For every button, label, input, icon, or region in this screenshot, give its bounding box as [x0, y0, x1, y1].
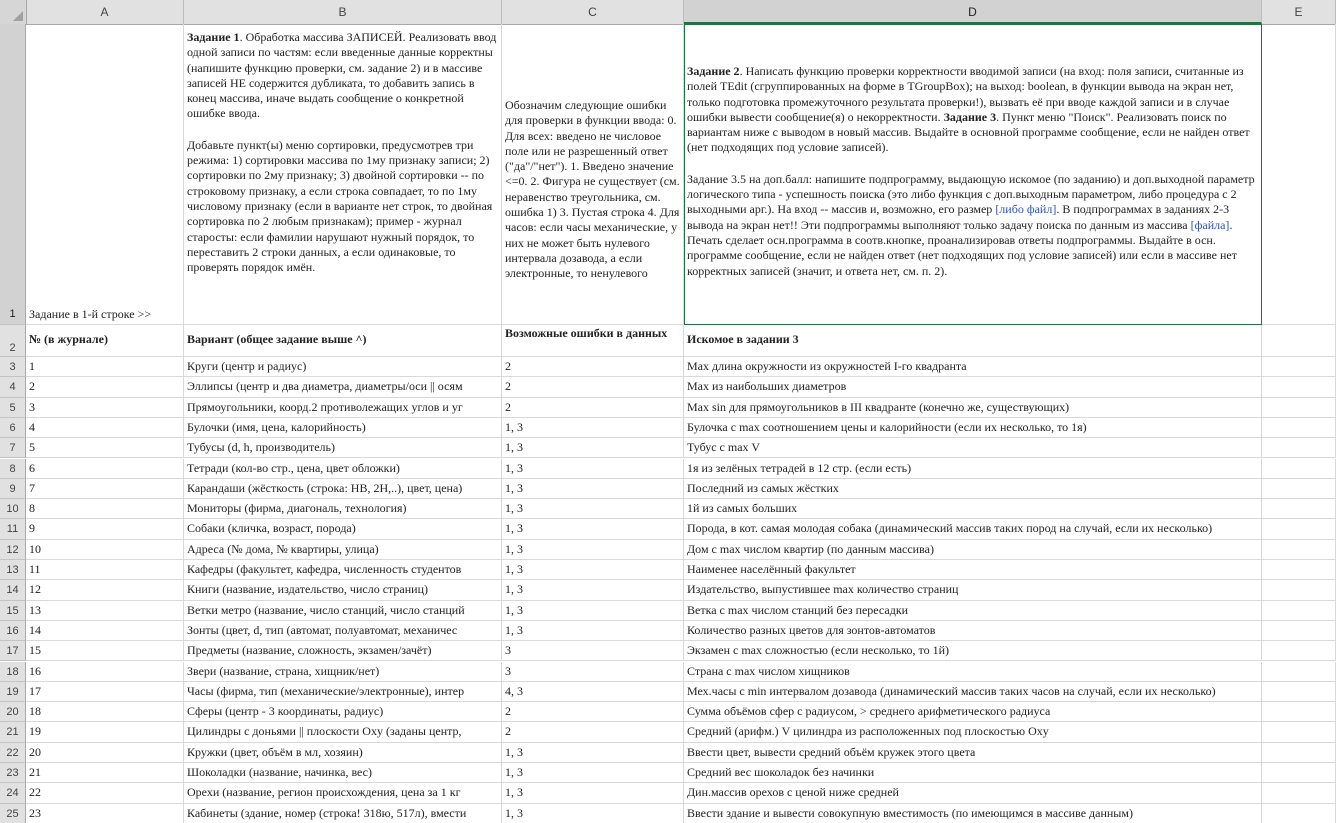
- cell-e[interactable]: [1262, 601, 1336, 621]
- row-header-1[interactable]: 1: [0, 24, 26, 325]
- cell-b[interactable]: Мониторы (фирма, диагональ, технология): [184, 499, 502, 519]
- cell-a[interactable]: 5: [26, 438, 184, 458]
- cell-e[interactable]: [1262, 418, 1336, 438]
- cell-e[interactable]: [1262, 763, 1336, 783]
- cell-c[interactable]: 1, 3: [502, 499, 684, 519]
- cell-d[interactable]: Дин.массив орехов с ценой ниже средней: [684, 783, 1262, 803]
- row-header[interactable]: 18: [0, 662, 26, 682]
- cell-e[interactable]: [1262, 519, 1336, 539]
- row-header[interactable]: 13: [0, 560, 26, 580]
- cell-b[interactable]: Эллипсы (центр и два диаметра, диаметры/оси || осям: [184, 377, 502, 397]
- cell-c[interactable]: 2: [502, 377, 684, 397]
- cell-c[interactable]: 3: [502, 662, 684, 682]
- cell-a[interactable]: 14: [26, 621, 184, 641]
- task35-part2: . В подпрограммах в заданиях 2-3 вывода на экран нет!! Эти подпрограммы выполняют только задачу поиска по данным из массива: [687, 202, 1230, 232]
- cell-b[interactable]: Орехи (название, регион происхождения, цена за 1 кг: [184, 783, 502, 803]
- cell-d[interactable]: Порода, в кот. самая молодая собака (динамический массив таких пород на случай, если их несколько): [684, 519, 1262, 539]
- row1-label: Задание в 1-й строке >>: [29, 307, 152, 321]
- cell-c[interactable]: 1, 3: [502, 479, 684, 499]
- cell-a[interactable]: 9: [26, 519, 184, 539]
- cell-e[interactable]: [1262, 580, 1336, 600]
- cell-e[interactable]: [1262, 540, 1336, 560]
- cell-b[interactable]: Часы (фирма, тип (механические/электронные), интер: [184, 682, 502, 702]
- cell-c[interactable]: 1, 3: [502, 763, 684, 783]
- task2-text: [687, 64, 1258, 156]
- cell-d1[interactable]: [684, 24, 1262, 325]
- row-header[interactable]: 7: [0, 438, 26, 458]
- cell-b2[interactable]: Вариант (общее задание выше ^): [184, 325, 502, 357]
- cell-a[interactable]: 1: [26, 357, 184, 377]
- cell-e[interactable]: [1262, 641, 1336, 661]
- cell-c1[interactable]: [502, 24, 684, 325]
- row-header[interactable]: 10: [0, 499, 26, 519]
- errors-text: Обозначим следующие ошибки для проверки в функции ввода: 0. Для всех: введено не числовое поле или не разрешенный ответ ("да"/"нет"). 1. Введено значение <=0. 2. Фигура не существует (см. неравенство треугольника, см. ошибка 1) 3. Пустая строка 4. Для часов: если часы механические, у них не может быть нулевого интервала дозавода, а если электронные, то ненулевого: [505, 98, 680, 281]
- cell-b[interactable]: Тетради (кол-во стр., цена, цвет обложки): [184, 459, 502, 479]
- row-header-2[interactable]: 2: [0, 325, 26, 357]
- cell-a[interactable]: 20: [26, 743, 184, 763]
- cell-d[interactable]: Ввести цвет, вывести средний объём кружек этого цвета: [684, 743, 1262, 763]
- cell-b[interactable]: Зонты (цвет, d, тип (автомат, полуавтомат, механичес: [184, 621, 502, 641]
- cell-e[interactable]: [1262, 438, 1336, 458]
- row-header[interactable]: 21: [0, 722, 26, 742]
- cell-a[interactable]: 8: [26, 499, 184, 519]
- task1-body: . Обработка массива ЗАПИСЕЙ. Реализовать ввод одной записи по частям: если введенные данные корректны (напишите функцию проверки, см. задание 2) и в массиве записей НЕ содержится дубликата, то добавить запись в конец массива, иначе выдать сообщение о конкретной ошибке ввода.: [187, 30, 497, 121]
- cell-c[interactable]: 3: [502, 641, 684, 661]
- cell-a1[interactable]: [26, 24, 184, 325]
- cell-c[interactable]: 2: [502, 702, 684, 722]
- cell-b[interactable]: Адреса (№ дома, № квартиры, улица): [184, 540, 502, 560]
- row-header[interactable]: 15: [0, 601, 26, 621]
- cell-c[interactable]: 1, 3: [502, 621, 684, 641]
- cell-c[interactable]: 2: [502, 357, 684, 377]
- cell-e[interactable]: [1262, 662, 1336, 682]
- cell-d[interactable]: Max sin для прямоугольников в III квадранте (конечно же, существующих): [684, 398, 1262, 418]
- cell-c[interactable]: 1, 3: [502, 580, 684, 600]
- cell-e[interactable]: [1262, 560, 1336, 580]
- cell-c2[interactable]: Возможные ошибки в данных: [502, 325, 684, 357]
- cell-e[interactable]: [1262, 621, 1336, 641]
- cell-d[interactable]: Количество разных цветов для зонтов-автоматов: [684, 621, 1262, 641]
- row-header[interactable]: 20: [0, 702, 26, 722]
- cell-d[interactable]: Дом с max числом квартир (по данным массива): [684, 540, 1262, 560]
- cell-d[interactable]: Ветка с max числом станций без пересадки: [684, 601, 1262, 621]
- cell-a[interactable]: 22: [26, 783, 184, 803]
- cell-e[interactable]: [1262, 499, 1336, 519]
- cell-c[interactable]: 1, 3: [502, 601, 684, 621]
- row-header[interactable]: 3: [0, 357, 26, 377]
- cell-d[interactable]: Издательство, выпустившее max количество страниц: [684, 580, 1262, 600]
- task35-text: [687, 172, 1258, 279]
- cell-d[interactable]: 1й из самых больших: [684, 499, 1262, 519]
- cell-b1[interactable]: [184, 24, 502, 325]
- cell-b[interactable]: Собаки (кличка, возраст, порода): [184, 519, 502, 539]
- cell-b[interactable]: Звери (название, страна, хищник/нет): [184, 662, 502, 682]
- cell-e[interactable]: [1262, 743, 1336, 763]
- cell-a[interactable]: 13: [26, 601, 184, 621]
- task3-body: . Пункт меню "Поиск". Реализовать поиск по вариантам ниже с выводом в новый массив. Выдайте в основной программе сообщение, если не найден ответ (нет подходящих под условие записей).: [687, 109, 1250, 155]
- task3-title: Задание 3: [943, 109, 997, 124]
- select-all-corner[interactable]: [0, 0, 27, 24]
- cell-c[interactable]: 1, 3: [502, 519, 684, 539]
- cell-a[interactable]: 19: [26, 722, 184, 742]
- cell-c[interactable]: 1, 3: [502, 804, 684, 823]
- cell-c[interactable]: 2: [502, 398, 684, 418]
- cell-e[interactable]: [1262, 398, 1336, 418]
- task35-link-file2: [файла]: [1190, 217, 1230, 232]
- task2-title: Задание 2: [687, 64, 740, 78]
- cell-e[interactable]: [1262, 804, 1336, 823]
- cell-b[interactable]: Ветки метро (название, число станций, число станций: [184, 601, 502, 621]
- cell-b[interactable]: Предметы (название, сложность, экзамен/зачёт): [184, 641, 502, 661]
- cell-b[interactable]: Тубусы (d, h, производитель): [184, 438, 502, 458]
- cell-e[interactable]: [1262, 377, 1336, 397]
- row-header[interactable]: 22: [0, 743, 26, 763]
- cell-e2[interactable]: [1262, 325, 1336, 357]
- task35-part3: . Печать сделает осн.программа в соотв.кнопке, проанализировав ответы подпрограммы. Выдайте в осн. программе сообщение, если не найден ответ (нет подходящих под условие записей) или если в массиве нет корректных записей (значит, и ответа нет, см. п. 2).: [687, 217, 1237, 278]
- cell-c[interactable]: 4, 3: [502, 682, 684, 702]
- cell-c[interactable]: 1, 3: [502, 783, 684, 803]
- cell-a[interactable]: 11: [26, 560, 184, 580]
- cell-a[interactable]: 18: [26, 702, 184, 722]
- column-header-e[interactable]: E: [1262, 0, 1336, 24]
- cell-a[interactable]: 12: [26, 580, 184, 600]
- cell-e1[interactable]: [1262, 24, 1336, 325]
- cell-e[interactable]: [1262, 357, 1336, 377]
- cell-a[interactable]: 4: [26, 418, 184, 438]
- cell-e[interactable]: [1262, 479, 1336, 499]
- row-header[interactable]: 16: [0, 621, 26, 641]
- task35-link-file: [либо файл]: [995, 202, 1057, 217]
- row-header[interactable]: 25: [0, 804, 26, 823]
- row-header[interactable]: 9: [0, 479, 26, 499]
- row-header[interactable]: 8: [0, 459, 26, 479]
- cell-a[interactable]: 15: [26, 641, 184, 661]
- cell-d[interactable]: Наименее населённый факультет: [684, 560, 1262, 580]
- cell-d[interactable]: 1я из зелёных тетрадей в 12 стр. (если есть): [684, 459, 1262, 479]
- column-header-a[interactable]: A: [26, 0, 184, 24]
- column-header-b[interactable]: B: [184, 0, 502, 24]
- column-header-d[interactable]: D: [684, 0, 1262, 24]
- cell-c[interactable]: 1, 3: [502, 560, 684, 580]
- task1-title: Задание 1: [187, 30, 240, 44]
- cell-e[interactable]: [1262, 682, 1336, 702]
- cell-d2[interactable]: Искомое в задании 3: [684, 325, 1262, 357]
- cell-e[interactable]: [1262, 459, 1336, 479]
- sorting-text: Добавьте пункт(ы) меню сортировки, предусмотрев три режима: 1) сортировки массива по 1му признаку записи; 2) сортировки по 2му признаку; 3) двойной сортировки -- по строковому признаку, а если строка совпадает, то по 1му числовому признаку (если в варианте нет строк, то двойная сортировка по 2 любым признакам); пример - журнал старосты: если фамилии нарушают нужный порядок, то переставить 2 строки данных, а если одинаковые, то проверять порядок имён.: [187, 137, 493, 275]
- cell-a[interactable]: 10: [26, 540, 184, 560]
- cell-d[interactable]: Мех.часы с min интервалом дозавода (динамический массив таких часов на случай, если их несколько): [684, 682, 1262, 702]
- cell-b[interactable]: Булочки (имя, цена, калорийность): [184, 418, 502, 438]
- cell-a2[interactable]: № (в журнале): [26, 325, 184, 357]
- row-header[interactable]: 24: [0, 783, 26, 803]
- cell-a[interactable]: 17: [26, 682, 184, 702]
- cell-b[interactable]: Прямоугольники, коорд.2 противолежащих углов и уг: [184, 398, 502, 418]
- row-header[interactable]: 19: [0, 682, 26, 702]
- cell-c[interactable]: 1, 3: [502, 459, 684, 479]
- cell-c[interactable]: 1, 3: [502, 540, 684, 560]
- cell-e[interactable]: [1262, 722, 1336, 742]
- column-header-c[interactable]: C: [502, 0, 684, 24]
- cell-a[interactable]: 3: [26, 398, 184, 418]
- cell-b[interactable]: Цилиндры с доньями || плоскости Oxy (заданы центр,: [184, 722, 502, 742]
- cell-a[interactable]: 2: [26, 377, 184, 397]
- task35-part1: Задание 3.5 на доп.балл: напишите подпрограмму, выдающую искомое (по заданию) и доп.выходной параметр логического типа - успешность поиска (это либо функция с доп.выходным параметром, либо процедура с 2 выходными арг.). На вход -- массив и, возможно, его размер: [687, 171, 1255, 217]
- row-header[interactable]: 14: [0, 580, 26, 600]
- row-header[interactable]: 11: [0, 519, 26, 539]
- row-header[interactable]: 23: [0, 763, 26, 783]
- cell-c[interactable]: 1, 3: [502, 743, 684, 763]
- cell-a[interactable]: 6: [26, 459, 184, 479]
- cell-b[interactable]: Карандаши (жёсткость (строка: HB, 2H,..), цвет, цена): [184, 479, 502, 499]
- cell-b[interactable]: Шоколадки (название, начинка, вес): [184, 763, 502, 783]
- cell-b[interactable]: Книги (название, издательство, число страниц): [184, 580, 502, 600]
- cell-d[interactable]: Экзамен с max сложностью (если несколько, то 1й): [684, 641, 1262, 661]
- cell-b[interactable]: Кафедры (факультет, кафедра, численность студентов: [184, 560, 502, 580]
- cell-c[interactable]: 2: [502, 722, 684, 742]
- row-header[interactable]: 5: [0, 398, 26, 418]
- cell-b[interactable]: Кружки (цвет, объём в мл, хозяин): [184, 743, 502, 763]
- cell-e[interactable]: [1262, 702, 1336, 722]
- cell-d[interactable]: Max длина окружности из окружностей I-го квадранта: [684, 357, 1262, 377]
- cell-d[interactable]: Ввести здание и вывести совокупную вместимость (по имеющимся в массиве данным): [684, 804, 1262, 823]
- row-header[interactable]: 17: [0, 641, 26, 661]
- column-header-bar: [0, 0, 1336, 25]
- row-header[interactable]: 12: [0, 540, 26, 560]
- cell-e[interactable]: [1262, 783, 1336, 803]
- cell-a[interactable]: 23: [26, 804, 184, 823]
- cell-d[interactable]: Булочка с max соотношением цены и калорийности (если их несколько, то 1я): [684, 418, 1262, 438]
- cell-d[interactable]: Тубус с max V: [684, 438, 1262, 458]
- cell-b[interactable]: Кабинеты (здание, номер (строка! 318ю, 517л), вмести: [184, 804, 502, 823]
- cell-d[interactable]: Последний из самых жёстких: [684, 479, 1262, 499]
- row-header[interactable]: 6: [0, 418, 26, 438]
- cell-b[interactable]: Сферы (центр - 3 координаты, радиус): [184, 702, 502, 722]
- cell-d[interactable]: Страна с max числом хищников: [684, 662, 1262, 682]
- cell-c[interactable]: 1, 3: [502, 418, 684, 438]
- cell-d[interactable]: Max из наибольших диаметров: [684, 377, 1262, 397]
- cell-a[interactable]: 21: [26, 763, 184, 783]
- task2-body: . Написать функцию проверки корректности вводимой записи (на вход: поля записи, считанные из полей TEdit (сгруппированных на форме в TGroupBox); на выход: boolean, в функции вывода на экран нет, только подготовка промежуточного результата проверки!), вызвать её при вводе каждой записи и в случае ошибки вывести сообщение(я) о некорректности.: [687, 64, 1244, 124]
- cell-a[interactable]: 7: [26, 479, 184, 499]
- task1-text: [187, 30, 498, 122]
- cell-d[interactable]: Средний вес шоколадок без начинки: [684, 763, 1262, 783]
- cell-d[interactable]: Сумма объёмов сфер с радиусом, > среднего арифметического радиуса: [684, 702, 1262, 722]
- cell-b[interactable]: Круги (центр и радиус): [184, 357, 502, 377]
- cell-a[interactable]: 16: [26, 662, 184, 682]
- cell-c[interactable]: 1, 3: [502, 438, 684, 458]
- cell-d[interactable]: Средний (арифм.) V цилиндра из расположенных под плоскостью Oxy: [684, 722, 1262, 742]
- row-header[interactable]: 4: [0, 377, 26, 397]
- select-all-icon: [13, 11, 23, 21]
